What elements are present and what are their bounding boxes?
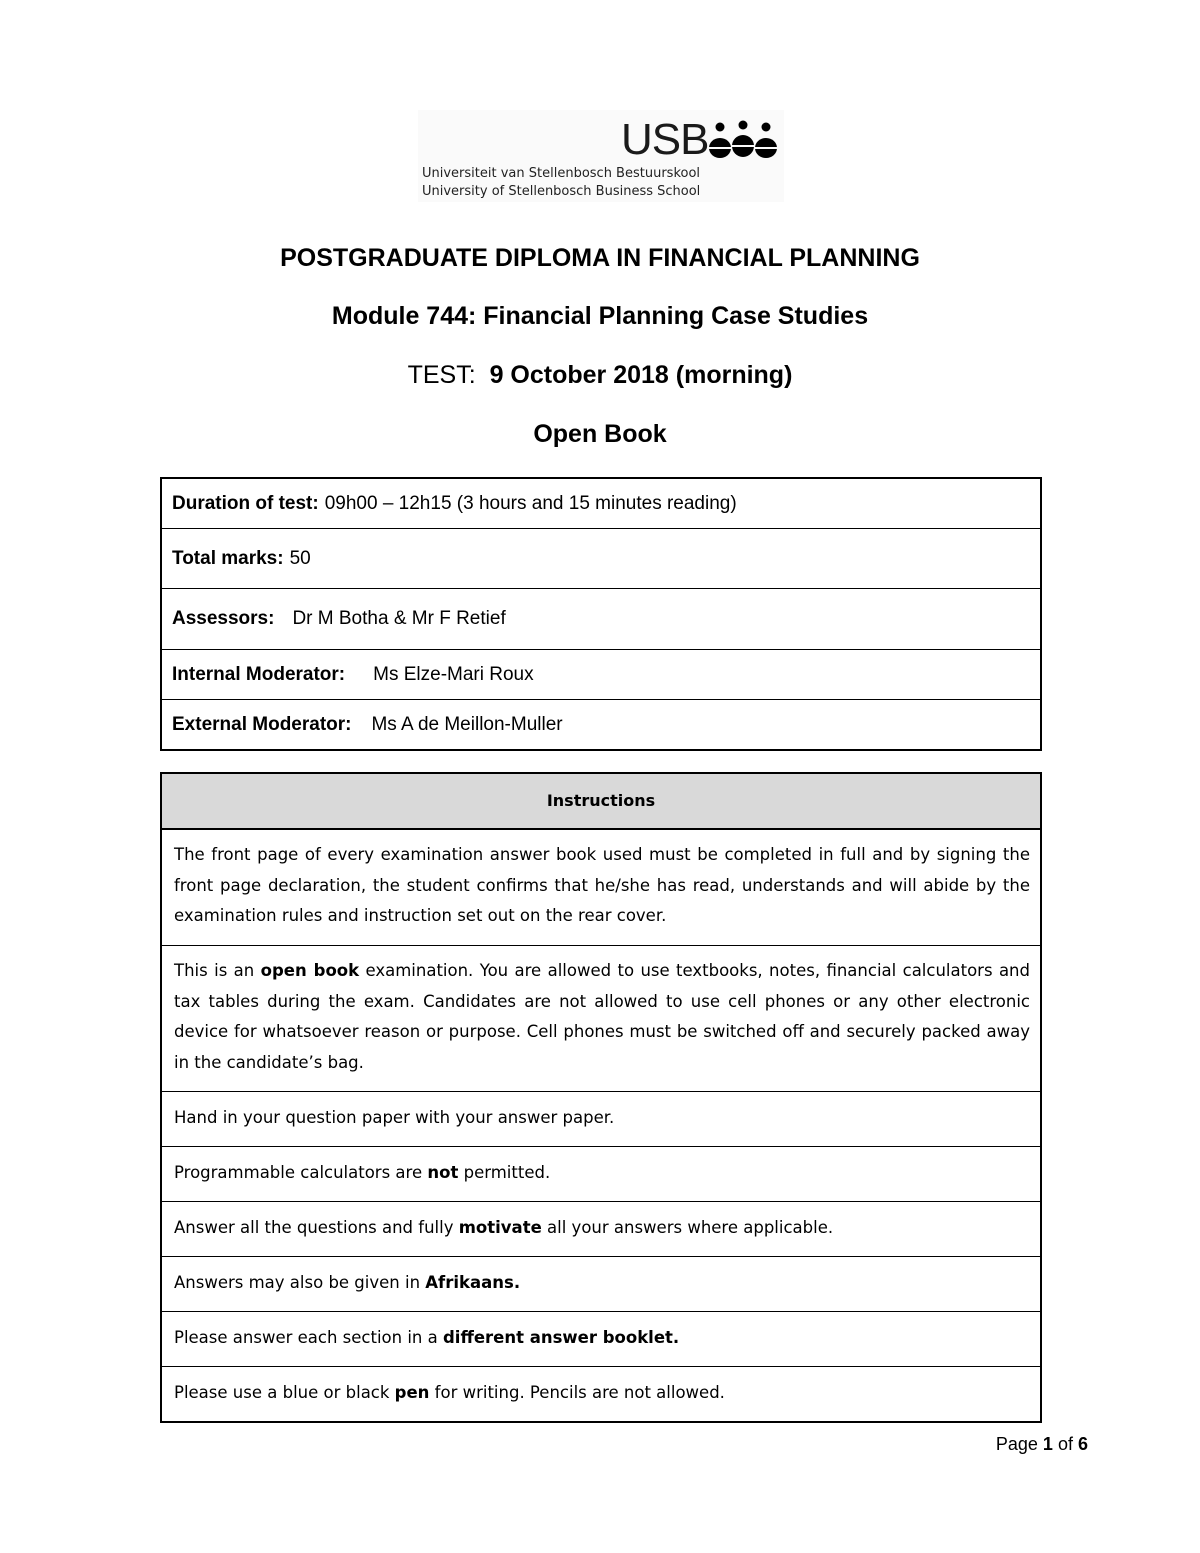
instruction-text: Answer all the questions and fully bbox=[174, 1218, 459, 1237]
internal-moderator-row bbox=[162, 649, 1040, 699]
instruction-text: Please use a blue or black bbox=[174, 1383, 395, 1402]
test-date: 9 October 2018 (morning) bbox=[489, 361, 793, 389]
assessors-row bbox=[162, 588, 1040, 649]
instruction-afrikaans bbox=[162, 1256, 1040, 1311]
page-current: 1 bbox=[1042, 1434, 1053, 1454]
logo-text-afrikaans: Universiteit van Stellenbosch Bestuurskool bbox=[422, 166, 701, 181]
instruction-text: all your answers where applicable. bbox=[541, 1218, 834, 1237]
module-title: Module 744: Financial Planning Case Studies bbox=[331, 302, 869, 330]
total-marks-row bbox=[162, 528, 1040, 588]
logo-figures-icon bbox=[706, 118, 780, 164]
instruction-emphasis: different answer booklet. bbox=[442, 1328, 680, 1347]
instructions-table bbox=[160, 772, 1042, 1423]
instruction-text: Please answer each section in a bbox=[174, 1328, 443, 1347]
instruction-pen bbox=[162, 1366, 1040, 1421]
instructions-heading: Instructions bbox=[162, 774, 1040, 830]
instruction-booklet bbox=[162, 1311, 1040, 1366]
test-label: TEST: bbox=[407, 361, 476, 389]
usb-logo bbox=[418, 110, 784, 202]
logo-wordmark: USB bbox=[621, 115, 709, 164]
duration-row bbox=[162, 479, 1040, 528]
instruction-text: Programmable calculators are bbox=[174, 1163, 428, 1182]
instruction-emphasis: motivate bbox=[458, 1218, 542, 1237]
page-total: 6 bbox=[1077, 1434, 1088, 1454]
instruction-text: for writing. Pencils are not allowed. bbox=[429, 1383, 725, 1402]
internal-moderator-value: Ms Elze-Mari Roux bbox=[373, 663, 534, 685]
instruction-hand-in: Hand in your question paper with your answer paper. bbox=[162, 1091, 1040, 1146]
instruction-text: Answers may also be given in bbox=[174, 1273, 426, 1292]
instruction-answer-book: The front page of every examination answer book used must be completed in full and by signing the front page declaration, the student confirms that he/she has read, understands and will abide by the examination rules and instruction set out on the rear cover. bbox=[174, 845, 1030, 925]
exam-mode: Open Book bbox=[533, 420, 667, 448]
exam-details-table bbox=[160, 477, 1042, 751]
instruction-motivate bbox=[162, 1201, 1040, 1256]
external-moderator-value: Ms A de Meillon-Muller bbox=[371, 713, 563, 735]
total-marks-label: Total marks: bbox=[172, 547, 284, 569]
instruction-text: examination. You are allowed to use textbooks, notes, financial calculators and tax tables during the exam. Candidates are not allowed to use cell phones or any other electronic device for whatsoever reason or purpose. Cell phones must be switched off and securely packed away in the candidate’s bag. bbox=[174, 961, 1030, 1072]
instruction-emphasis: not bbox=[427, 1163, 459, 1182]
internal-moderator-label: Internal Moderator: bbox=[172, 663, 346, 685]
page-number bbox=[996, 1434, 1088, 1455]
duration-label: Duration of test: bbox=[172, 492, 319, 514]
instruction-open-book bbox=[162, 945, 1040, 1091]
logo-text-english: University of Stellenbosch Business School bbox=[422, 184, 701, 199]
page-of: of bbox=[1057, 1434, 1073, 1454]
instruction-calculators bbox=[162, 1146, 1040, 1201]
instruction-emphasis: Afrikaans. bbox=[425, 1273, 521, 1292]
program-title: POSTGRADUATE DIPLOMA IN FINANCIAL PLANNING bbox=[280, 244, 920, 272]
duration-value: 09h00 – 12h15 (3 hours and 15 minutes reading) bbox=[324, 492, 737, 514]
external-moderator-row bbox=[162, 699, 1040, 749]
assessors-label: Assessors: bbox=[172, 608, 275, 629]
instruction-emphasis: pen bbox=[394, 1383, 430, 1402]
instruction-text: This is an bbox=[174, 961, 261, 980]
total-marks-value: 50 bbox=[289, 547, 311, 569]
test-line bbox=[0, 360, 1200, 390]
instruction-emphasis: open book bbox=[260, 961, 360, 980]
instruction-text: permitted. bbox=[458, 1163, 551, 1182]
assessors-value: Dr M Botha & Mr F Retief bbox=[292, 608, 506, 629]
external-moderator-label: External Moderator: bbox=[172, 713, 352, 735]
page-word: Page bbox=[995, 1434, 1038, 1454]
